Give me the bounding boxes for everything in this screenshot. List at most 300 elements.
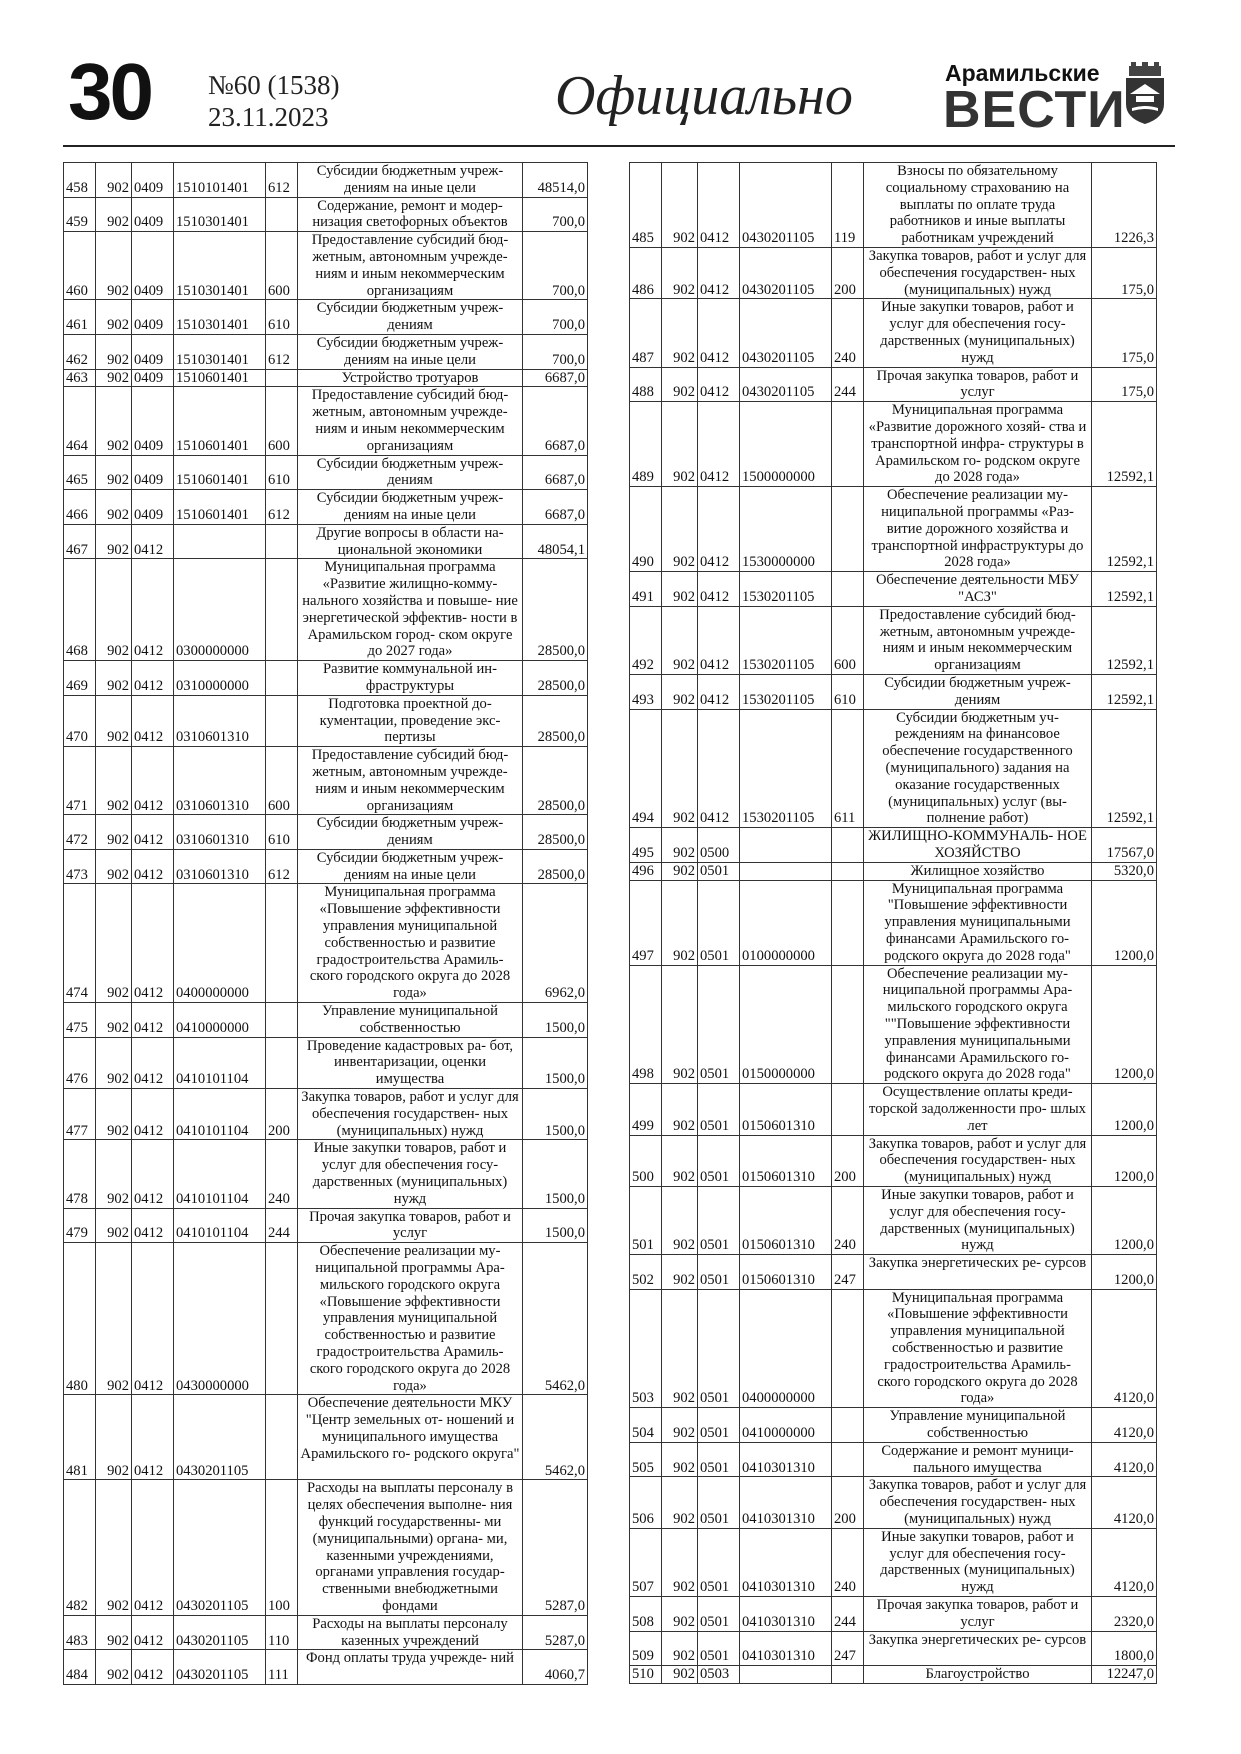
table-row (630, 1135, 1157, 1186)
amount: 1200,0 (1092, 965, 1157, 1084)
expense-type-code (832, 1666, 864, 1684)
description: Расходы на выплаты персоналу казенных учреждений (298, 1615, 523, 1650)
target-code: 0410101104 (174, 1208, 266, 1243)
row-number: 464 (64, 387, 96, 455)
description: Содержание и ремонт муници- пального имущества (864, 1442, 1092, 1477)
amount: 175,0 (1092, 248, 1157, 299)
budget-table-right (629, 162, 1157, 1684)
admin-code: 902 (662, 367, 698, 402)
table-row (630, 1597, 1157, 1632)
section-code: 0412 (132, 1243, 174, 1395)
row-number: 503 (630, 1289, 662, 1408)
table-row (630, 1528, 1157, 1596)
target-code: 0310601310 (174, 695, 266, 746)
admin-code: 902 (96, 369, 132, 387)
target-code: 0410301310 (740, 1442, 832, 1477)
amount: 28500,0 (523, 559, 588, 661)
target-code: 0410301310 (740, 1477, 832, 1528)
amount: 6962,0 (523, 884, 588, 1003)
table-row (64, 747, 588, 815)
description: Иные закупки товаров, работ и услуг для обеспечения госу- дарственных (муниципальных) нужд (864, 1528, 1092, 1596)
expense-type-code: 200 (832, 1477, 864, 1528)
admin-code: 902 (662, 1477, 698, 1528)
admin-code: 902 (662, 487, 698, 572)
table-row (64, 1003, 588, 1038)
admin-code: 902 (662, 606, 698, 674)
admin-code: 902 (96, 815, 132, 850)
table-row (64, 369, 588, 387)
amount: 1200,0 (1092, 1186, 1157, 1254)
row-number: 510 (630, 1666, 662, 1684)
section-code: 0412 (698, 606, 740, 674)
table-row (64, 300, 588, 335)
table-row (64, 1089, 588, 1140)
amount: 4120,0 (1092, 1477, 1157, 1528)
amount: 6687,0 (523, 455, 588, 490)
description: Иные закупки товаров, работ и услуг для обеспечения госу- дарственных (муниципальных) нужд (298, 1140, 523, 1208)
row-number: 498 (630, 965, 662, 1084)
table-row (64, 455, 588, 490)
table-row (630, 862, 1157, 880)
description: Субсидии бюджетным учреж- дениям на иные цели (298, 490, 523, 525)
expense-type-code (266, 524, 298, 559)
description: Благоустройство (864, 1666, 1092, 1684)
row-number: 499 (630, 1084, 662, 1135)
admin-code: 902 (662, 709, 698, 828)
target-code: 0150601310 (740, 1084, 832, 1135)
section-code: 0409 (132, 490, 174, 525)
section-code: 0409 (132, 300, 174, 335)
target-code: 0400000000 (740, 1289, 832, 1408)
expense-type-code (832, 965, 864, 1084)
description: Субсидии бюджетным учреж- дениям на иные цели (298, 163, 523, 198)
section-code: 0412 (132, 1003, 174, 1038)
section-code: 0409 (132, 455, 174, 490)
amount: 12592,1 (1092, 606, 1157, 674)
row-number: 494 (630, 709, 662, 828)
section-code: 0412 (698, 248, 740, 299)
row-number: 493 (630, 674, 662, 709)
row-number: 474 (64, 884, 96, 1003)
admin-code: 902 (662, 1255, 698, 1290)
target-code: 0410301310 (740, 1631, 832, 1666)
expense-type-code: 119 (832, 163, 864, 248)
table-row (64, 163, 588, 198)
admin-code: 902 (96, 455, 132, 490)
expense-type-code: 200 (832, 1135, 864, 1186)
table-row (630, 1186, 1157, 1254)
description: Содержание, ремонт и модер- низация светофорных объектов (298, 197, 523, 232)
description: Муниципальная программа "Повышение эффективности управления муниципальными финансами Арамильского го- родского округа до 2028 года" (864, 880, 1092, 965)
row-number: 476 (64, 1037, 96, 1088)
target-code: 1530000000 (740, 487, 832, 572)
admin-code: 902 (96, 1037, 132, 1088)
amount: 48514,0 (523, 163, 588, 198)
target-code: 0150601310 (740, 1135, 832, 1186)
page-number: 30 (68, 47, 151, 136)
amount: 28500,0 (523, 815, 588, 850)
row-number: 504 (630, 1408, 662, 1443)
row-number: 497 (630, 880, 662, 965)
target-code: 0430201105 (174, 1615, 266, 1650)
expense-type-code (266, 661, 298, 696)
admin-code: 902 (96, 1480, 132, 1615)
section-code: 0412 (698, 674, 740, 709)
description: Закупка товаров, работ и услуг для обеспечения государствен- ных (муниципальных) нужд (864, 1477, 1092, 1528)
target-code: 0310601310 (174, 815, 266, 850)
expense-type-code: 240 (832, 1528, 864, 1596)
target-code (740, 828, 832, 863)
expense-type-code: 610 (266, 455, 298, 490)
expense-type-code (832, 1084, 864, 1135)
description: Расходы на выплаты персоналу в целях обеспечения выполне- ния функций государственны- ми (муниципальными) органа- ми, казенными учреждениями, органами управления государ- ственными внебюджетными фондами (298, 1480, 523, 1615)
amount: 5462,0 (523, 1395, 588, 1480)
table-row (64, 1395, 588, 1480)
section-code: 0412 (132, 815, 174, 850)
admin-code: 902 (96, 1140, 132, 1208)
row-number: 465 (64, 455, 96, 490)
admin-code: 902 (96, 1243, 132, 1395)
row-number: 502 (630, 1255, 662, 1290)
expense-type-code: 612 (266, 334, 298, 369)
amount: 1500,0 (523, 1037, 588, 1088)
row-number: 500 (630, 1135, 662, 1186)
row-number: 507 (630, 1528, 662, 1596)
table-row (64, 1208, 588, 1243)
header-rule (63, 145, 1175, 147)
admin-code: 902 (662, 674, 698, 709)
row-number: 490 (630, 487, 662, 572)
section-code: 0501 (698, 1631, 740, 1666)
section-code: 0500 (698, 828, 740, 863)
admin-code: 902 (662, 1135, 698, 1186)
description: Взносы по обязательному социальному страхованию на выплаты по оплате труда работников и иные выплаты работникам учреждений (864, 163, 1092, 248)
expense-type-code: 200 (266, 1089, 298, 1140)
admin-code: 902 (96, 232, 132, 300)
row-number: 488 (630, 367, 662, 402)
section-code: 0501 (698, 1597, 740, 1632)
target-code: 0410101104 (174, 1140, 266, 1208)
section-code: 0501 (698, 1408, 740, 1443)
expense-type-code (266, 1395, 298, 1480)
table-row (630, 1255, 1157, 1290)
amount: 28500,0 (523, 747, 588, 815)
amount: 6687,0 (523, 387, 588, 455)
expense-type-code (266, 197, 298, 232)
expense-type-code: 244 (266, 1208, 298, 1243)
issue-date: 23.11.2023 (208, 102, 329, 132)
row-number: 481 (64, 1395, 96, 1480)
row-number: 471 (64, 747, 96, 815)
description: Субсидии бюджетным учреж- дениям (298, 815, 523, 850)
description: Субсидии бюджетным учреж- дениям на иные цели (298, 334, 523, 369)
amount: 700,0 (523, 197, 588, 232)
admin-code: 902 (96, 490, 132, 525)
admin-code: 902 (96, 849, 132, 884)
amount: 1200,0 (1092, 880, 1157, 965)
section-code: 0412 (132, 1615, 174, 1650)
expense-type-code (832, 487, 864, 572)
admin-code: 902 (662, 572, 698, 607)
description: Предоставление субсидий бюд- жетным, автономным учрежде- ниям и иным некоммерческим организациям (298, 232, 523, 300)
section-code: 0412 (132, 1480, 174, 1615)
amount: 5462,0 (523, 1243, 588, 1395)
admin-code: 902 (96, 1208, 132, 1243)
expense-type-code: 110 (266, 1615, 298, 1650)
amount: 4120,0 (1092, 1528, 1157, 1596)
description: Субсидии бюджетным уч- реждениям на финансовое обеспечение государственного (муниципального) задания на оказание государственных (муниципальных) услуг (вы- полнение работ) (864, 709, 1092, 828)
expense-type-code: 200 (832, 248, 864, 299)
section-code: 0501 (698, 1135, 740, 1186)
table-row (64, 1650, 588, 1685)
expense-type-code (266, 1003, 298, 1038)
table-row (64, 232, 588, 300)
admin-code: 902 (96, 300, 132, 335)
row-number: 487 (630, 299, 662, 367)
amount: 2320,0 (1092, 1597, 1157, 1632)
target-code: 1530201105 (740, 606, 832, 674)
row-number: 460 (64, 232, 96, 300)
row-number: 506 (630, 1477, 662, 1528)
description: Прочая закупка товаров, работ и услуг (864, 367, 1092, 402)
amount: 12592,1 (1092, 487, 1157, 572)
description: Муниципальная программа «Развитие жилищно-комму- нального хозяйства и повыше- ние энергетической эффектив- ности в Арамильском город- ском округе до 2027 года» (298, 559, 523, 661)
row-number: 477 (64, 1089, 96, 1140)
row-number: 505 (630, 1442, 662, 1477)
amount: 4120,0 (1092, 1442, 1157, 1477)
target-code: 0150601310 (740, 1186, 832, 1254)
table-row (64, 524, 588, 559)
description: Обеспечение деятельности МБУ "АСЗ" (864, 572, 1092, 607)
amount: 1500,0 (523, 1140, 588, 1208)
admin-code: 902 (96, 661, 132, 696)
admin-code: 902 (96, 559, 132, 661)
row-number: 486 (630, 248, 662, 299)
amount: 1500,0 (523, 1089, 588, 1140)
section-code: 0412 (132, 1140, 174, 1208)
logo-line1: Арамильские (945, 60, 1100, 86)
expense-type-code (266, 695, 298, 746)
table-row (64, 1140, 588, 1208)
expense-type-code (832, 572, 864, 607)
target-code: 0100000000 (740, 880, 832, 965)
target-code: 1530201105 (740, 572, 832, 607)
admin-code: 902 (662, 880, 698, 965)
admin-code: 902 (662, 1528, 698, 1596)
table-row (630, 1408, 1157, 1443)
expense-type-code (832, 1408, 864, 1443)
row-number: 509 (630, 1631, 662, 1666)
section-code: 0501 (698, 1255, 740, 1290)
section-code: 0412 (698, 299, 740, 367)
section-code: 0412 (132, 1395, 174, 1480)
admin-code: 902 (662, 1597, 698, 1632)
section-code: 0409 (132, 232, 174, 300)
admin-code: 902 (662, 965, 698, 1084)
table-row (64, 695, 588, 746)
expense-type-code (832, 828, 864, 863)
amount: 12247,0 (1092, 1666, 1157, 1684)
amount: 1500,0 (523, 1208, 588, 1243)
row-number: 496 (630, 862, 662, 880)
table-row (64, 334, 588, 369)
amount: 28500,0 (523, 695, 588, 746)
target-code: 0430201105 (740, 163, 832, 248)
amount: 175,0 (1092, 367, 1157, 402)
admin-code: 902 (96, 387, 132, 455)
table-row (630, 402, 1157, 487)
row-number: 459 (64, 197, 96, 232)
page-header (0, 0, 1241, 150)
section-title: Официально (555, 65, 853, 127)
target-code: 0310601310 (174, 849, 266, 884)
table-row (64, 1480, 588, 1615)
target-code: 0430201105 (740, 367, 832, 402)
expense-type-code: 240 (832, 299, 864, 367)
table-row (64, 661, 588, 696)
row-number: 479 (64, 1208, 96, 1243)
section-code: 0501 (698, 965, 740, 1084)
section-code: 0503 (698, 1666, 740, 1684)
target-code: 1510301401 (174, 232, 266, 300)
amount: 6687,0 (523, 490, 588, 525)
expense-type-code: 610 (266, 300, 298, 335)
description: Обеспечение деятельности МКУ "Центр земельных от- ношений и муниципального имущества Арамильского го- родского округа" (298, 1395, 523, 1480)
target-code: 1530201105 (740, 674, 832, 709)
amount: 4120,0 (1092, 1408, 1157, 1443)
expense-type-code: 600 (266, 232, 298, 300)
table-row (64, 1243, 588, 1395)
admin-code: 902 (96, 1089, 132, 1140)
section-code: 0412 (698, 163, 740, 248)
amount: 700,0 (523, 334, 588, 369)
amount: 17567,0 (1092, 828, 1157, 863)
description: Закупка энергетических ре- сурсов (864, 1631, 1092, 1666)
table-row (630, 880, 1157, 965)
section-code: 0409 (132, 369, 174, 387)
table-row (630, 709, 1157, 828)
target-code: 1510601401 (174, 490, 266, 525)
admin-code: 902 (96, 695, 132, 746)
admin-code: 902 (96, 747, 132, 815)
target-code: 0430000000 (174, 1243, 266, 1395)
expense-type-code (832, 880, 864, 965)
expense-type-code (266, 1037, 298, 1088)
admin-code: 902 (662, 402, 698, 487)
target-code: 0150601310 (740, 1255, 832, 1290)
target-code: 0410101104 (174, 1037, 266, 1088)
description: Закупка товаров, работ и услуг для обеспечения государствен- ных (муниципальных) нужд (864, 1135, 1092, 1186)
admin-code: 902 (96, 334, 132, 369)
admin-code: 902 (96, 1650, 132, 1685)
row-number: 468 (64, 559, 96, 661)
row-number: 485 (630, 163, 662, 248)
row-number: 463 (64, 369, 96, 387)
target-code: 0310601310 (174, 747, 266, 815)
section-code: 0501 (698, 1289, 740, 1408)
admin-code: 902 (662, 1408, 698, 1443)
admin-code: 902 (662, 1442, 698, 1477)
target-code: 0410301310 (740, 1597, 832, 1632)
expense-type-code (832, 1442, 864, 1477)
amount: 12592,1 (1092, 402, 1157, 487)
section-code: 0412 (132, 695, 174, 746)
amount: 1200,0 (1092, 1255, 1157, 1290)
expense-type-code (832, 402, 864, 487)
section-code: 0412 (698, 487, 740, 572)
description: Фонд оплаты труда учрежде- ний (298, 1650, 523, 1685)
table-row (630, 1631, 1157, 1666)
description: ЖИЛИЩНО-КОММУНАЛЬ- НОЕ ХОЗЯЙСТВО (864, 828, 1092, 863)
admin-code: 902 (662, 862, 698, 880)
description: Прочая закупка товаров, работ и услуг (864, 1597, 1092, 1632)
target-code: 1510301401 (174, 300, 266, 335)
target-code: 0410101104 (174, 1089, 266, 1140)
description: Муниципальная программа «Развитие дорожного хозяй- ства и транспортной инфра- структуры в Арамильском го- родском округе до 2028 года» (864, 402, 1092, 487)
amount: 28500,0 (523, 849, 588, 884)
expense-type-code: 600 (832, 606, 864, 674)
amount: 6687,0 (523, 369, 588, 387)
table-row (630, 828, 1157, 863)
section-code: 0501 (698, 862, 740, 880)
section-code: 0501 (698, 1084, 740, 1135)
coat-of-arms-icon (1120, 60, 1170, 126)
section-code: 0412 (132, 524, 174, 559)
description: Осуществление оплаты креди- торской задолженности про- шлых лет (864, 1084, 1092, 1135)
expense-type-code (266, 884, 298, 1003)
admin-code: 902 (96, 163, 132, 198)
row-number: 501 (630, 1186, 662, 1254)
description: Закупка товаров, работ и услуг для обеспечения государствен- ных (муниципальных) нужд (864, 248, 1092, 299)
logo-line2: ВЕСТИ (943, 81, 1126, 139)
admin-code: 902 (96, 197, 132, 232)
section-code: 0501 (698, 1477, 740, 1528)
amount: 1800,0 (1092, 1631, 1157, 1666)
table-row (630, 163, 1157, 248)
amount: 5320,0 (1092, 862, 1157, 880)
table-row (630, 1477, 1157, 1528)
target-code: 1510601401 (174, 387, 266, 455)
table-row (630, 965, 1157, 1084)
amount: 12592,1 (1092, 572, 1157, 607)
amount: 4120,0 (1092, 1289, 1157, 1408)
description: Обеспечение реализации му- ниципальной программы Ара- мильского городского округа ""Повышение эффективности управления муниципальными финансами Арамильского го- родского округа до 2028 года" (864, 965, 1092, 1084)
section-code: 0501 (698, 1186, 740, 1254)
section-code: 0412 (132, 1650, 174, 1685)
admin-code: 902 (96, 524, 132, 559)
table-row (64, 490, 588, 525)
row-number: 472 (64, 815, 96, 850)
table-row (630, 299, 1157, 367)
description: Управление муниципальной собственностью (298, 1003, 523, 1038)
target-code: 0400000000 (174, 884, 266, 1003)
expense-type-code: 100 (266, 1480, 298, 1615)
table-row (630, 572, 1157, 607)
admin-code: 902 (96, 1003, 132, 1038)
amount: 5287,0 (523, 1480, 588, 1615)
section-code: 0412 (698, 709, 740, 828)
target-code: 1510601401 (174, 369, 266, 387)
table-row (630, 367, 1157, 402)
expense-type-code: 612 (266, 163, 298, 198)
description: Устройство тротуаров (298, 369, 523, 387)
row-number: 469 (64, 661, 96, 696)
description: Обеспечение реализации му- ниципальной программы Ара- мильского городского округа «Повышение эффективности управления муниципальной собственностью и развитие градостроительства Арамиль- ского городского округа до 2028 года» (298, 1243, 523, 1395)
row-number: 480 (64, 1243, 96, 1395)
amount: 28500,0 (523, 661, 588, 696)
description: Закупка энергетических ре- сурсов (864, 1255, 1092, 1290)
expense-type-code: 247 (832, 1631, 864, 1666)
